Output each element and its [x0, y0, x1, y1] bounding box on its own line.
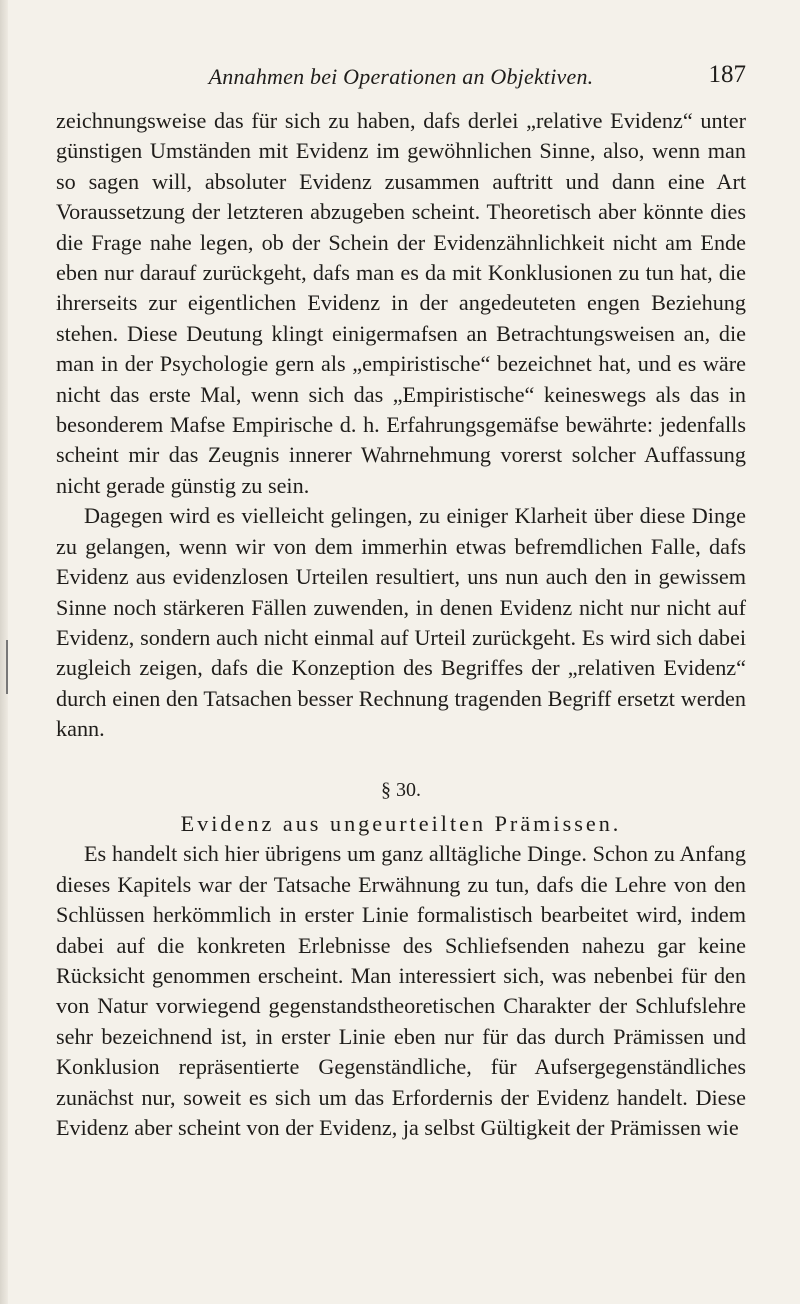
paragraph-2: Dagegen wird es vielleicht gelingen, zu einiger Klarheit über diese Dinge zu gelangen, wenn wir von dem immerhin etwas befremdlichen Falle, dafs Evidenz aus evidenzlosen Urteilen resultiert, uns nun auch den in gewissem Sinne noch stärkeren Fällen zuwenden, in denen Evidenz nicht nur nicht auf Evidenz, sondern auch nicht einmal auf Urteil zurückgeht. Es wird sich dabei zugleich zeigen, dafs die Konzeption des Begriffes der „relativen Evidenz“ durch einen den Tatsachen besser Rechnung tragenden Begriff ersetzt werden kann. — [56, 503, 746, 742]
page-body — [56, 106, 746, 1143]
section-number: § 30. — [381, 778, 421, 801]
page-number: 187 — [708, 61, 746, 88]
margin-mark — [6, 640, 8, 694]
section-title: Evidenz aus ungeurteilten Prämissen. — [180, 810, 622, 836]
running-title: Annahmen bei Operationen an Objektiven. — [208, 64, 594, 89]
paragraph-1: zeichnungsweise das für sich zu haben, dafs derlei „relative Evidenz“ unter günstigen Umständen mit Evidenz im gewöhnlichen Sinne, also, wenn man so sagen will, absoluter Evidenz zusammen auftritt und dann eine Art Voraussetzung der letzteren abzugeben scheint. Theoretisch aber könnte dies die Frage nahe legen, ob der Schein der Evidenzähnlichkeit nicht am Ende eben nur darauf zurückgeht, dafs man es da mit Konklusionen zu tun hat, die ihrerseits zur eigentlichen Evidenz in der angedeuteten engen Beziehung stehen. Diese Deutung klingt einigermafsen an Betrachtungsweisen an, die man in der Psychologie gern als „empiristische“ bezeichnet hat, und es wäre nicht das erste Mal, wenn sich das „Empiristische“ keineswegs als das in besonderem Mafse Empirische d. h. Erfahrungsgemäfse bewährte: jedenfalls scheint mir das Zeugnis innerer Wahrnehmung vorerst solcher Auffassung nicht gerade günstig zu sein. — [56, 108, 746, 498]
paragraph-3: Es handelt sich hier übrigens um ganz alltägliche Dinge. Schon zu Anfang dieses Kapitels war der Tatsache Erwähnung zu tun, dafs die Lehre von den Schlüssen herkömmlich in erster Linie formalistisch bearbeitet wird, indem dabei auf die konkreten Erlebnisse des Schliefsenden nahezu gar keine Rücksicht genommen erscheint. Man interessiert sich, was nebenbei für den von Natur vorwiegend gegenstandstheoretischen Charakter der Schlufslehre sehr bezeichnend ist, in erster Linie eben nur für das durch Prämissen und Konklusion repräsentierte Gegenständliche, für Aufsergegenständliches zunächst nur, soweit es sich um das Erfordernis der Evidenz handelt. Diese Evidenz aber scheint von der Evidenz, ja selbst Gültigkeit der Prämissen wie — [56, 841, 746, 1140]
page-header — [56, 61, 746, 98]
